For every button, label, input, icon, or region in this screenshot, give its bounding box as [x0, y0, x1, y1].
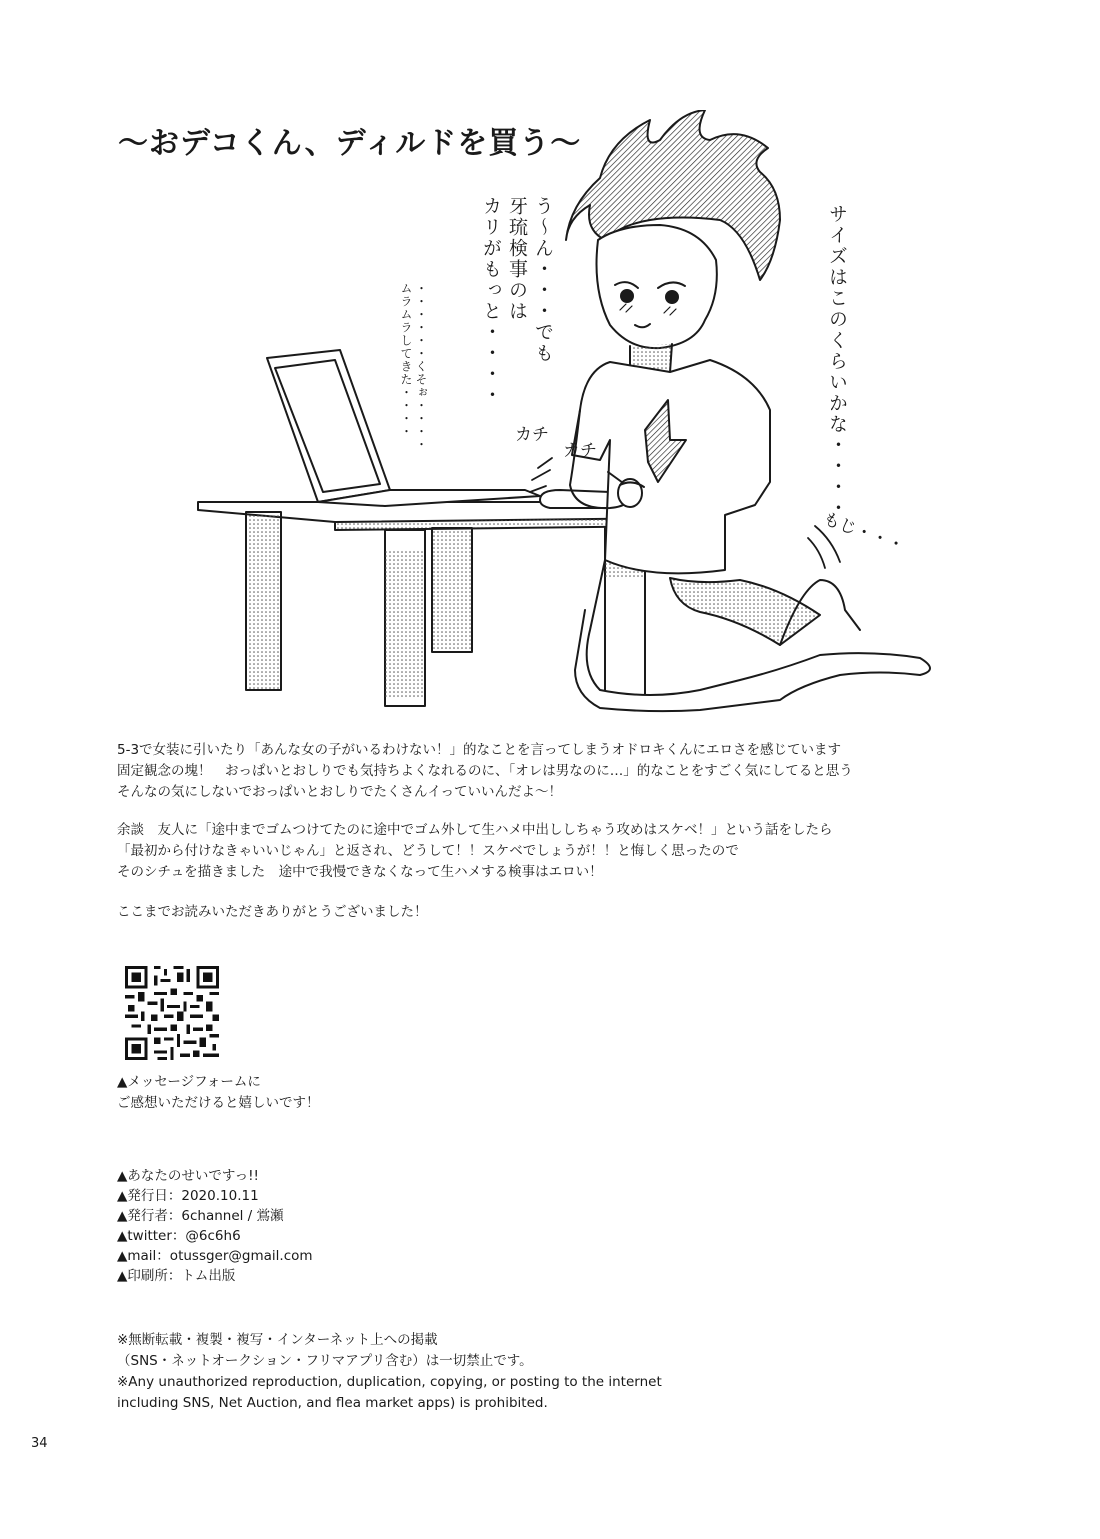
colophon — [117, 1166, 313, 1286]
aside-line: 余談 友人に「途中までゴムつけてたのに途中でゴム外して生ハメ中出ししちゃう攻めはスケベ！」という話をしたら — [117, 822, 833, 838]
colophon-publisher: ▲発行者：6channel / 鴬瀬 — [117, 1208, 284, 1224]
colophon-mail: ▲mail：otussger@gmail.com — [117, 1248, 313, 1264]
qr-caption-line: ▲メッセージフォームに — [117, 1074, 261, 1090]
notice-line: （SNS・ネットオークション・フリマアプリ含む）は一切禁止です。 — [117, 1353, 533, 1369]
copyright-notice — [117, 1330, 662, 1414]
qr-caption — [117, 1072, 320, 1114]
notice-line: ※Any unauthorized reproduction, duplication, copying, or posting to the internet — [117, 1374, 662, 1390]
thanks-line: ここまでお読みいただきありがとうございました！ — [117, 904, 428, 920]
notice-line: including SNS, Net Auction, and flea market apps) is prohibited. — [117, 1395, 548, 1411]
colophon-title: ▲あなたのせいですっ!! — [117, 1168, 259, 1184]
qr-caption-line: ご感想いただけると嬉しいです！ — [117, 1095, 320, 1111]
qr-code[interactable] — [125, 966, 219, 1060]
notice-line: ※無断転載・複製・複写・インターネット上への掲載 — [117, 1332, 438, 1348]
afterword-line: 固定観念の塊！ おっぱいとおしりでも気持ちよくなれるのに、「オレは男なのに…」的なことをすごく気にしてると思う — [117, 763, 853, 779]
colophon-twitter: ▲twitter：@6c6h6 — [117, 1228, 241, 1244]
speech-bubble-center: う〜ん・・・でも 牙琉検事のは カリがもっと・・・・ — [480, 196, 554, 406]
aside — [117, 820, 833, 883]
colophon-printer: ▲印刷所：トム出版 — [117, 1268, 236, 1284]
speech-bubble-small: ・・・・・・くそぉ・・・・ ムラムラしてきた・・・・ — [399, 282, 428, 451]
afterword — [117, 740, 853, 803]
aside-line: そのシチュを描きました 途中で我慢できなくなって生ハメする検事はエロい！ — [117, 864, 603, 880]
afterword-line: 5-3で女装に引いたり「あんな女の子がいるわけない！」的なことを言ってしまうオドロキくんにエロさを感じています — [117, 742, 842, 758]
afterword-line: そんなの気にしないでおっぱいとおしりでたくさんイっていいんだよ〜！ — [117, 784, 562, 800]
sfx-kachi-1: カチ — [515, 425, 549, 445]
page-number: 34 — [31, 1436, 48, 1451]
page-title: 〜おデコくん、ディルドを買う〜 — [118, 126, 582, 161]
thanks — [117, 902, 428, 923]
sfx-moji: もじ・・・ — [820, 508, 908, 557]
aside-line: 「最初から付けなきゃいいじゃん」と返され、どうして！！スケベでしょうが！！と悔しく思ったので — [117, 843, 739, 859]
speech-bubble-right: サイズはこのくらいかな・・・・ — [826, 204, 848, 519]
colophon-date: ▲発行日：2020.10.11 — [117, 1188, 259, 1204]
sfx-kachi-2: カチ — [563, 441, 597, 461]
